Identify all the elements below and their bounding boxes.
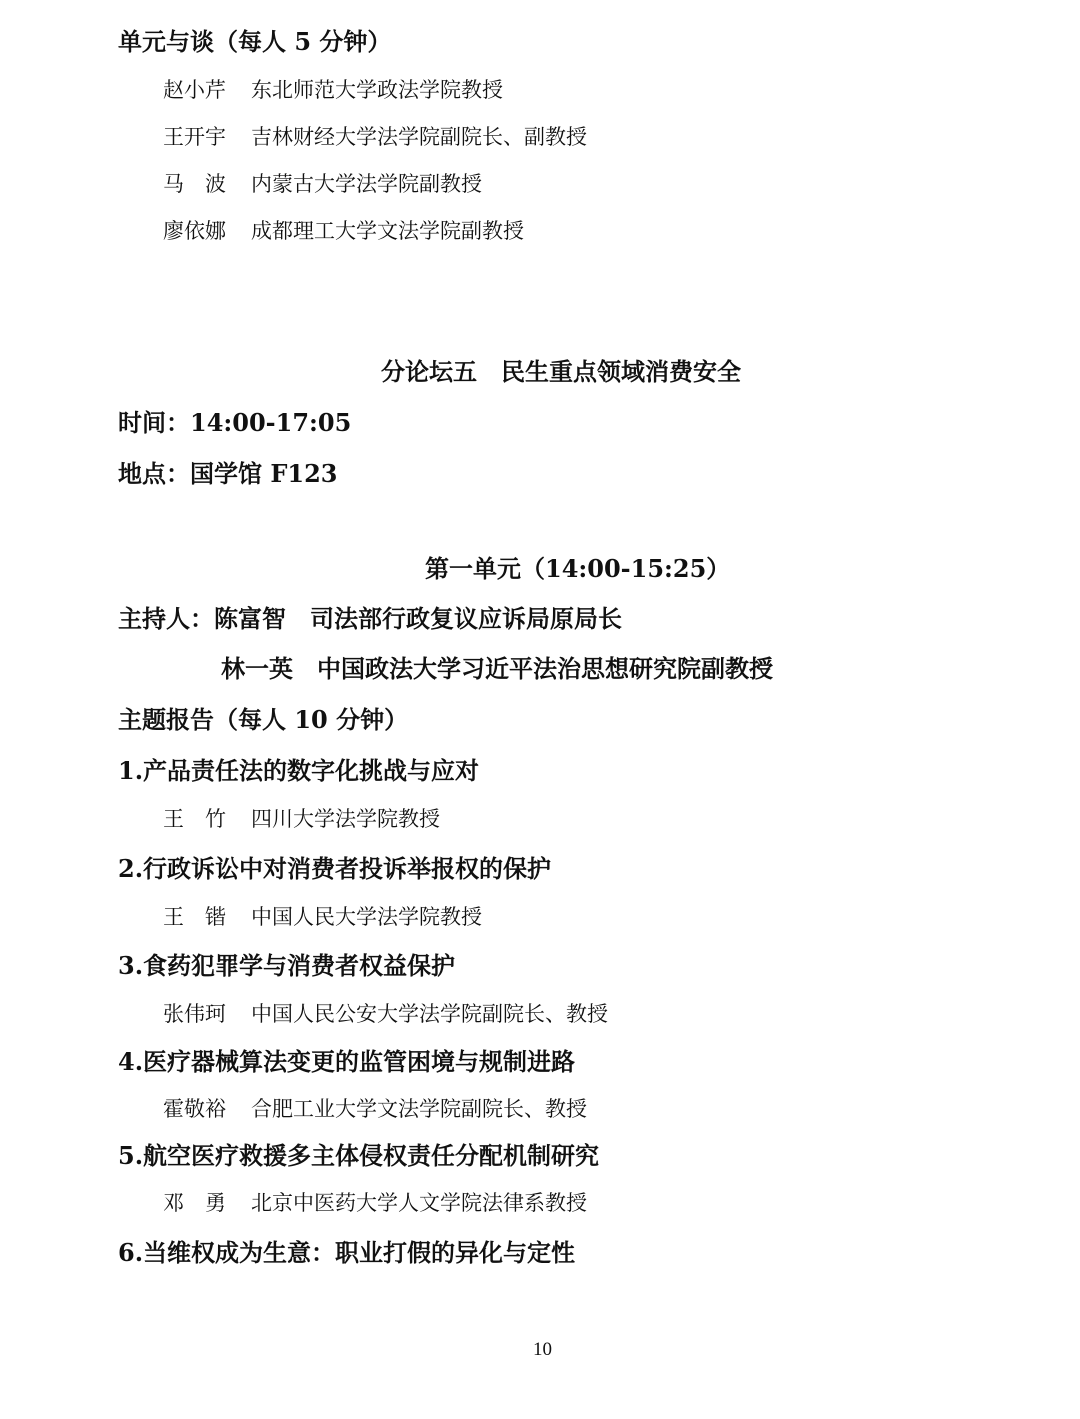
reports-heading: 主题报告（每人 10 分钟） xyxy=(118,705,409,734)
report-title: 3.食药犯罪学与消费者权益保护 xyxy=(118,951,456,980)
host-line: 主持人：陈富智 司法部行政复议应诉局原局长 xyxy=(118,604,622,633)
speaker-name: 张伟珂 xyxy=(163,1002,226,1026)
participant-affiliation: 内蒙古大学法学院副教授 xyxy=(251,172,482,196)
speaker-affiliation: 合肥工业大学文法学院副院长、教授 xyxy=(251,1097,587,1121)
participant-affiliation: 东北师范大学政法学院教授 xyxy=(251,78,503,102)
participant-row xyxy=(163,80,503,101)
participant-name: 马 波 xyxy=(163,172,226,196)
forum-title: 分论坛五 民生重点领域消费安全 xyxy=(381,357,741,386)
speaker-name: 霍敬裕 xyxy=(163,1097,226,1121)
speaker-affiliation: 中国人民公安大学法学院副院长、教授 xyxy=(251,1002,608,1026)
report-title: 1.产品责任法的数字化挑战与应对 xyxy=(118,756,480,785)
speaker-affiliation: 北京中医药大学人文学院法律系教授 xyxy=(251,1191,587,1215)
report-title: 4.医疗器械算法变更的监管困境与规制进路 xyxy=(118,1047,576,1076)
speaker-row xyxy=(163,1099,587,1120)
speaker-row xyxy=(163,1004,608,1025)
participant-name: 王开宇 xyxy=(163,125,226,149)
participant-affiliation: 成都理工大学文法学院副教授 xyxy=(251,219,524,243)
report-title: 5.航空医疗救援多主体侵权责任分配机制研究 xyxy=(118,1141,600,1170)
participant-row xyxy=(163,221,524,242)
unit-title: 第一单元（14:00-15:25） xyxy=(425,554,731,583)
speaker-row xyxy=(163,809,440,830)
participant-affiliation: 吉林财经大学法学院副院长、副教授 xyxy=(251,125,587,149)
speaker-row xyxy=(163,907,482,928)
participant-name: 廖依娜 xyxy=(163,219,226,243)
speaker-name: 王 锴 xyxy=(163,905,226,929)
participant-row xyxy=(163,174,482,195)
page-number: 10 xyxy=(533,1339,552,1360)
participant-row xyxy=(163,127,587,148)
report-title: 2.行政诉讼中对消费者投诉举报权的保护 xyxy=(118,854,552,883)
host-line: 林一英 中国政法大学习近平法治思想研究院副教授 xyxy=(221,654,773,683)
participant-name: 赵小芹 xyxy=(163,78,226,102)
forum-place: 地点：国学馆 F123 xyxy=(118,459,338,488)
speaker-name: 王 竹 xyxy=(163,807,226,831)
speaker-affiliation: 四川大学法学院教授 xyxy=(251,807,440,831)
forum-time: 时间：14:00-17:05 xyxy=(118,408,352,437)
section-heading: 单元与谈（每人 5 分钟） xyxy=(118,27,392,56)
speaker-name: 邓 勇 xyxy=(163,1191,226,1215)
report-title: 6.当维权成为生意：职业打假的异化与定性 xyxy=(118,1238,576,1267)
speaker-row xyxy=(163,1193,587,1214)
speaker-affiliation: 中国人民大学法学院教授 xyxy=(251,905,482,929)
